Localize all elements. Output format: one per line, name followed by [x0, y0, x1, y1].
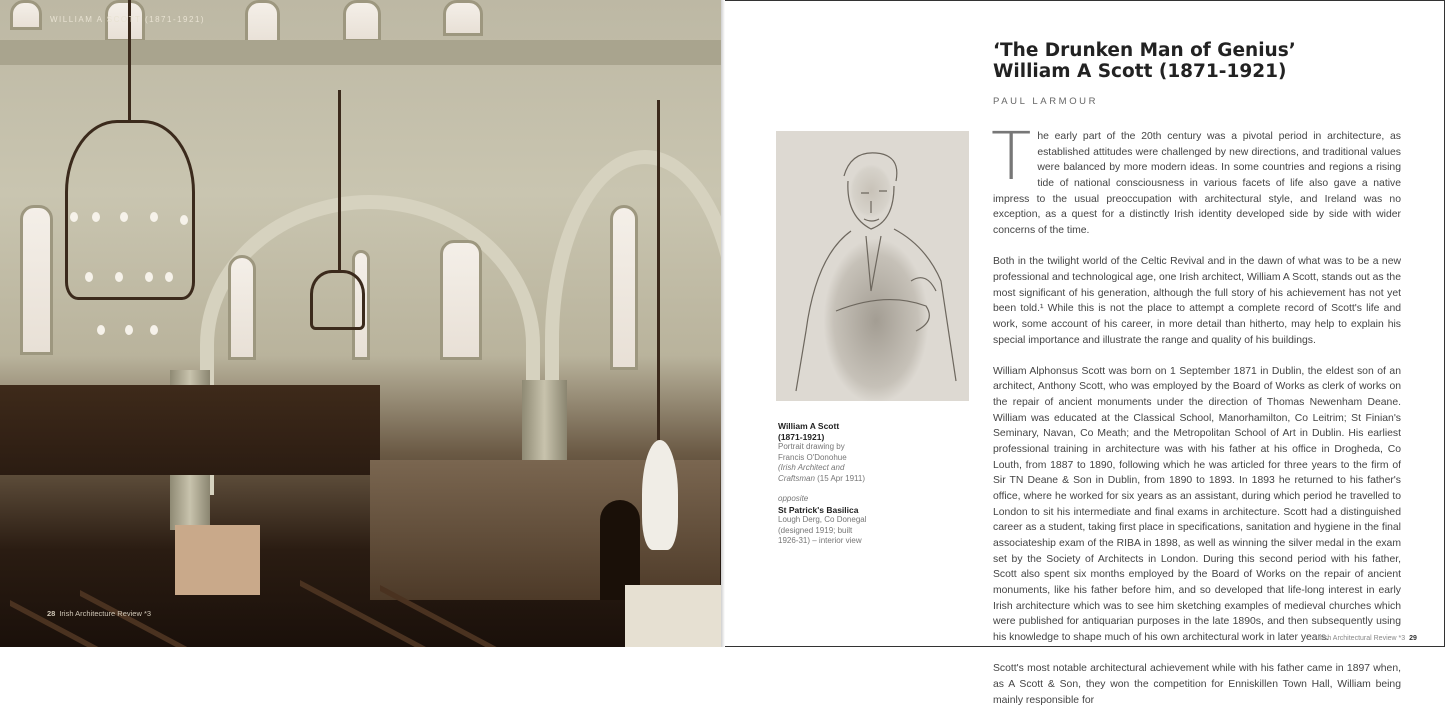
caption-line: Portrait drawing by — [778, 442, 845, 451]
caption-line: 1926-31) – interior view — [778, 536, 862, 545]
caption-name: William A Scott — [778, 421, 840, 431]
photo-caption — [778, 421, 968, 547]
caption-source: (Irish Architect and — [778, 463, 845, 472]
title-line-1: ‘The Drunken Man of Genius’ — [993, 40, 1296, 61]
journal-name-right: Irish Architectural Review *3 — [1318, 635, 1406, 642]
paragraph — [991, 118, 1401, 239]
caption-line: Francis O'Donohue — [778, 452, 847, 462]
portrait-drawing — [776, 131, 969, 401]
journal-name-left: Irish Architecture Review *3 — [59, 609, 152, 618]
caption-opposite: opposite — [778, 494, 809, 503]
left-footer — [47, 609, 151, 618]
author-byline: PAUL LARMOUR — [993, 96, 1099, 107]
caption-line: (designed 1919; built — [778, 525, 853, 535]
caption-opposite-title: St Patrick's Basilica — [778, 504, 859, 515]
paragraph: Scott's most notable architectural achievement while with his father came in 1897 when, as A Scott & Son, they won the competition for Enniskillen Town Hall, William being mainly responsible for — [993, 663, 1401, 706]
drop-cap: T — [991, 118, 1032, 195]
caption-source-line — [778, 474, 968, 485]
right-footer — [1318, 635, 1417, 642]
caption-dates: (1871-1921) — [778, 431, 825, 442]
basilica-interior-photo — [0, 0, 721, 647]
paragraph-text: he early part of the 20th century was a pivotal period in architecture, as established attitudes were challenged by new directions, and traditional values were balanced by more modern ideas. In some countries and regions a rising tide of national consciousness in various facets of life also gave a native impress to the usual preoccupation with architectural style, and Ireland was no exception, as a quest for a distinctly Irish identity developed side by side with wider concerns of the time. — [993, 131, 1401, 236]
caption-line: Lough Derg, Co Donegal — [778, 515, 867, 524]
title-line-2: William A Scott (1871-1921) — [993, 61, 1287, 82]
page-number-left: 28 — [47, 609, 56, 618]
portrait-sketch-lines — [776, 131, 969, 401]
caption-source-date: (15 Apr 1911) — [814, 473, 866, 483]
caption-source: Craftsman — [778, 473, 815, 483]
page-number-right: 29 — [1409, 635, 1417, 642]
paragraph: Both in the twilight world of the Celtic Revival and in the dawn of what was to be a new professional and technological age, one Irish architect, William A Scott, stands out as the most significant of his generation, although the full story of his achievement has not yet been told.¹ While this is not the place to attempt a complete record of Scott's life and work, some account of his career, in more detail than hitherto, may help to explain his special importance and illustrate the range and quality of his buildings. — [993, 256, 1401, 346]
article-title — [993, 40, 1296, 82]
running-head: WILLIAM A SCOTT (1871-1921) — [50, 15, 206, 24]
paragraph: William Alphonsus Scott was born on 1 September 1871 in Dublin, the eldest son of an architect, Anthony Scott, who was employed by the Board of Works as clerk of works on the repair of ancient monuments under the direction of Thomas Newenham Deane. William was educated at the Classical School, Manorhamilton, Co Leitrim; St Finian's Seminary, Navan, Co Meath; and the Metropolitan School of Art in Dublin. His earliest professional training in architecture was with his father at his office in Drogheda, Co Louth, from 1887 to 1890, following which he was articled for three years to the firm of Sir TN Deane & Son in Dublin, from 1890 to 1893. In 1893 he returned to his father's office, where he worked for six years as an assistant, during which period he travelled to London to sit his intermediate and final exams in architecture. Scott had a distinguished career as a student, taking first place in specifications, sanitation and hygiene in the final associateship exam of the RIBA in 1898, as well as winning the silver medal in the exam set by the Society of Architects in London. During this second period with his father, Scott also spent six months employed by the Board of Works on the repair of ancient monuments, like his father before him, and so developed that life-long interest in early Irish architecture which was to see him sketching examples of medieval churches which were published for antiquarian purposes in the late 1890s, and then subsequently using his knowledge to shape much of his own architectural work in later years. — [993, 365, 1401, 643]
